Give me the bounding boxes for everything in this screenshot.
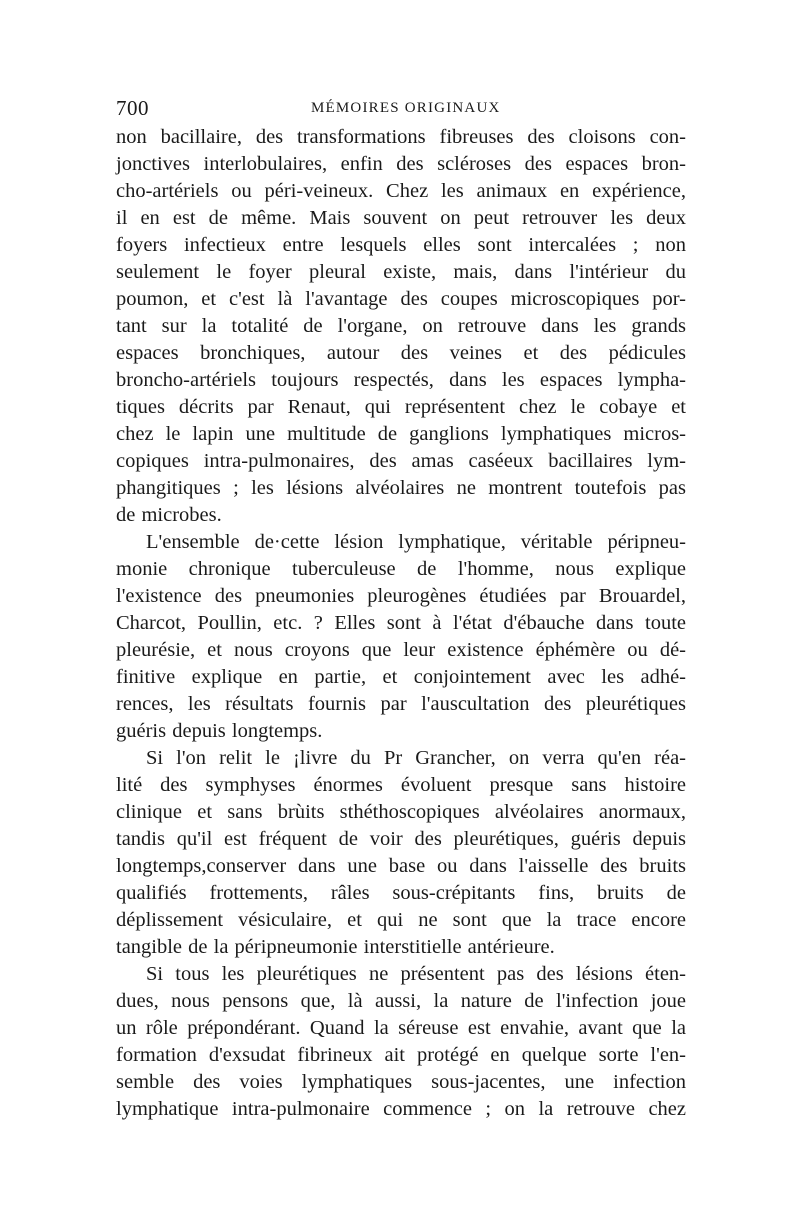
- text-line: un rôle prépondérant. Quand la séreuse est envahie, avant que la: [116, 1017, 686, 1039]
- text-line: foyers infectieux entre lesquels elles sont intercalées ; non: [116, 234, 686, 256]
- text-line: rences, les résultats fournis par l'auscultation des pleurétiques: [116, 693, 686, 715]
- text-line: espaces bronchiques, autour des veines et des pédicules: [116, 342, 686, 364]
- text-line: semble des voies lymphatiques sous-jacentes, une infection: [116, 1071, 686, 1093]
- text-line: cho-artériels ou péri-veineux. Chez les animaux en expérience,: [116, 180, 686, 202]
- text-line: L'ensemble de·cette lésion lymphatique, véritable péripneu-: [146, 531, 686, 553]
- text-line: l'existence des pneumonies pleurogènes étudiées par Brouardel,: [116, 585, 686, 607]
- text-line: tiques décrits par Renaut, qui représentent chez le cobaye et: [116, 396, 686, 418]
- text-line: de microbes.: [116, 504, 222, 526]
- text-line: tandis qu'il est fréquent de voir des pleurétiques, guéris depuis: [116, 828, 686, 850]
- text-line: chez le lapin une multitude de ganglions lymphatiques micros-: [116, 423, 686, 445]
- text-line: Si l'on relit le ¡livre du Pr Grancher, on verra qu'en réa-: [146, 747, 686, 769]
- text-line: non bacillaire, des transformations fibreuses des cloisons con-: [116, 126, 686, 148]
- text-line: tant sur la totalité de l'organe, on retrouve dans les grands: [116, 315, 686, 337]
- text-line: copiques intra-pulmonaires, des amas caséeux bacillaires lym-: [116, 450, 686, 472]
- text-line: déplissement vésiculaire, et qui ne sont que la trace encore: [116, 909, 686, 931]
- text-line: guéris depuis longtemps.: [116, 720, 323, 742]
- text-line: Si tous les pleurétiques ne présentent pas des lésions éten-: [146, 963, 686, 985]
- text-line: lité des symphyses énormes évoluent presque sans histoire: [116, 774, 686, 796]
- text-line: poumon, et c'est là l'avantage des coupes microscopiques por-: [116, 288, 686, 310]
- text-line: lymphatique intra-pulmonaire commence ; on la retrouve chez: [116, 1098, 686, 1120]
- text-line: clinique et sans brùits sthéthoscopiques alvéolaires anormaux,: [116, 801, 686, 823]
- text-line: monie chronique tuberculeuse de l'homme, nous explique: [116, 558, 686, 580]
- running-head: [116, 96, 686, 124]
- text-line: dues, nous pensons que, là aussi, la nature de l'infection joue: [116, 990, 686, 1012]
- text-line: jonctives interlobulaires, enfin des scléroses des espaces bron-: [116, 153, 686, 175]
- running-title: MÉMOIRES ORIGINAUX: [311, 100, 501, 116]
- text-line: il en est de même. Mais souvent on peut retrouver les deux: [116, 207, 686, 229]
- text-line: broncho-artériels toujours respectés, dans les espaces lympha-: [116, 369, 686, 391]
- text-line: finitive explique en partie, et conjointement avec les adhé-: [116, 666, 686, 688]
- text-line: pleurésie, et nous croyons que leur existence éphémère ou dé-: [116, 639, 686, 661]
- text-line: longtemps,conserver dans une base ou dans l'aisselle des bruits: [116, 855, 686, 877]
- body-text: [116, 124, 686, 1123]
- text-line: qualifiés frottements, râles sous-crépitants fins, bruits de: [116, 882, 686, 904]
- text-line: phangitiques ; les lésions alvéolaires ne montrent toutefois pas: [116, 477, 686, 499]
- text-line: tangible de la péripneumonie interstitielle antérieure.: [116, 936, 555, 958]
- text-line: formation d'exsudat fibrineux ait protégé en quelque sorte l'en-: [116, 1044, 686, 1066]
- page-number: 700: [116, 96, 149, 120]
- text-line: seulement le foyer pleural existe, mais, dans l'intérieur du: [116, 261, 686, 283]
- text-line: Charcot, Poullin, etc. ? Elles sont à l'état d'ébauche dans toute: [116, 612, 686, 634]
